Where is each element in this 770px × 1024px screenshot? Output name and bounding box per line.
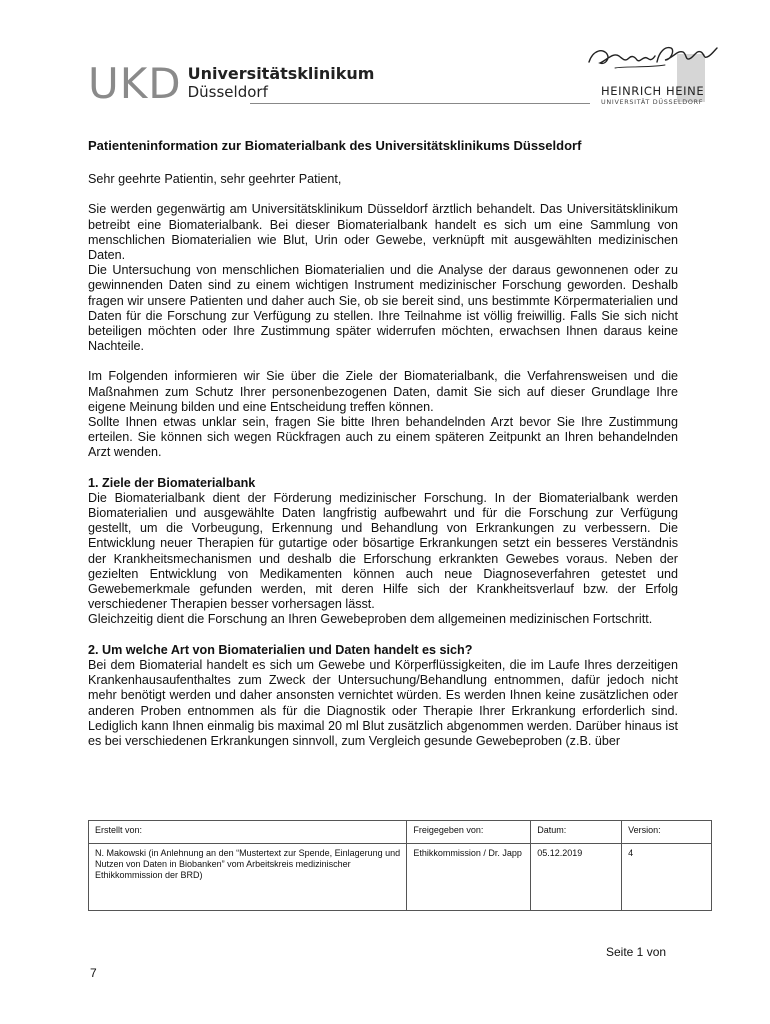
version-value: 4 [622, 844, 712, 911]
document-title: Patienteninformation zur Biomaterialbank des Universitätsklinikums Düsseldorf [88, 138, 582, 153]
approved-by-value: Ethikkommission / Dr. Japp [407, 844, 531, 911]
section-paragraph: Gleichzeitig dient die Forschung an Ihren Gewebeproben dem allgemeinen medizinischen Fortschritt. [88, 612, 653, 627]
ukd-logo-line2: Düsseldorf [187, 83, 268, 101]
intro-paragraph: Sie werden gegenwärtig am Universitätsklinikum Düsseldorf ärztlich behandelt. Das Universitätsklinikum betreibt eine Biomaterialbank. Bei dieser Biomaterialbank handelt es sich um eine Sammlung von menschlichen Biomaterialien wie Blut, Urin oder Gewebe, verknüpft mit ausgewählten medizinischen Daten. [88, 202, 678, 263]
salutation: Sehr geehrte Patientin, sehr geehrter Patient, [88, 172, 342, 187]
section-paragraph: Die Biomaterialbank dient der Förderung medizinischer Forschung. In der Biomaterialbank werden Biomaterialien und ausgewählte Daten langfristig aufbewahrt und für die Forschung zur Verfügung gestellt, um die Vorbeugung, Erkennung und Behandlung von Erkrankungen zu verbessern. Die Entwicklung neuer Therapien für gutartige oder bösartige Erkrankungen setzt ein besseres Verständnis der Krankheitsmechanismen und deshalb die Erforschung erkrankten Gewebes voraus. Neben der gezielten Entwicklung von Medikamenten können auch neue Diagnoseverfahren getestet und Gewebemerkmale gefunden werden, mit deren Hilfe sich der Krankheitsverlauf bzw. der Erfolg verschiedener Therapien besser vorhersagen lässt. [88, 490, 678, 612]
date-value: 05.12.2019 [531, 844, 622, 911]
info-paragraph: Im Folgenden informieren wir Sie über die Ziele der Biomaterialbank, die Verfahrensweisen und die Maßnahmen zum Schutz Ihrer personenbezogenen Daten, damit Sie sich auf dieser Grundlage Ihre eigene Meinung bilden und eine Entscheidung treffen können. [88, 369, 678, 414]
version-label: Version: [622, 821, 712, 844]
created-by-value: N. Makowski (in Anlehnung an den “Mustertext zur Spende, Einlagerung und Nutzen von Daten in Biobanken” vom Arbeitskreis medizinischer Ethikkommission der BRD) [89, 844, 407, 911]
hhu-logo-sub: UNIVERSITÄT DÜSSELDORF [601, 98, 704, 106]
ukd-logo-text [188, 64, 375, 102]
page-total: 7 [90, 966, 97, 980]
ukd-logo-mark: UKD [88, 59, 182, 108]
ukd-logo [88, 59, 375, 108]
hhu-logo-name: HEINRICH HEINE [601, 84, 705, 98]
page-number-label: Seite 1 von [606, 945, 667, 959]
signature-icon [585, 38, 720, 78]
section-paragraph: Bei dem Biomaterial handelt es sich um Gewebe und Körperflüssigkeiten, die im Laufe Ihres derzeitigen Krankenhausaufenthaltes zum Zweck der Untersuchung/Behandlung entnommen, dafür jedoch nicht mehr benötigt werden und daher ansonsten vernichtet würden. Es werden Ihnen keine zusätzlichen oder anderen Proben entnommen als für die Diagnostik oder Therapie Ihrer Erkrankung erforderlich sind. Lediglich kann Ihnen einmalig bis maximal 20 ml Blut zusätzlich abgenommen werden. Darüber hinaus ist es bei verschiedenen Erkrankungen sinnvoll, zum Vergleich gesunde Gewebeproben (z.B. über [88, 657, 678, 748]
document-meta-table [88, 820, 712, 911]
section-heading: 2. Um welche Art von Biomaterialien und Daten handelt es sich? [88, 642, 473, 657]
date-label: Datum: [531, 821, 622, 844]
header-rule [250, 103, 590, 104]
created-by-label: Erstellt von: [89, 821, 407, 844]
section-heading: 1. Ziele der Biomaterialbank [88, 475, 256, 490]
info-paragraph: Sollte Ihnen etwas unklar sein, fragen Sie bitte Ihren behandelnden Arzt bevor Sie Ihre Zustimmung erteilen. Sie können sich wegen Rückfragen auch zu einem späteren Zeitpunkt an Ihren behandelnden Arzt wenden. [88, 415, 678, 460]
ukd-logo-line1: Universitätsklinikum [187, 64, 375, 83]
approved-by-label: Freigegeben von: [407, 821, 531, 844]
document-body [88, 138, 678, 749]
intro-paragraph: Die Untersuchung von menschlichen Biomaterialien und die Analyse der daraus gewonnenen oder zu gewinnenden Daten sind zu einem wichtigen Instrument medizinischer Forschung geworden. Deshalb fragen wir unsere Patienten und daher auch Sie, ob sie bereit sind, uns bestimmte Körpermaterialien und Daten für die Forschung zur Verfügung zu stellen. Ihre Teilnahme ist völlig freiwillig. Falls Sie sich nicht beteiligen möchten oder Ihre Zustimmung später widerrufen möchten, erwachsen Ihnen daraus keine Nachteile. [88, 263, 678, 354]
hhu-logo [585, 38, 720, 108]
